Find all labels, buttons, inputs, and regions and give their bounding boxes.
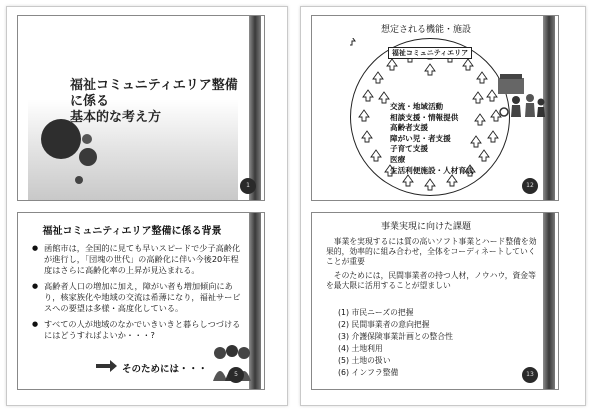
slide-functions xyxy=(311,15,559,201)
issue-item: (5) 土地の扱い xyxy=(338,356,391,365)
arrow-right-icon xyxy=(96,359,118,373)
function-item: 相談支援・情報提供 xyxy=(390,112,459,122)
document-page-left xyxy=(6,6,288,406)
decor-circle-small xyxy=(82,134,92,144)
slide-heading: 事業実現に向けた課題 xyxy=(380,222,471,232)
bullet-item: ● 高齢者人口の増加に加え，障がい者も増加傾向にあり，核家族化や地域の交流は希薄になり，福祉サービスへの要望は多様・高度化している。 xyxy=(32,281,244,314)
slide-heading: 福祉コミュニティエリア整備に係る背景 xyxy=(42,226,222,237)
decor-circle-medium xyxy=(79,148,97,166)
function-item: 障がい児・者支援 xyxy=(390,133,451,143)
slide-heading: 想定される機能・施設 xyxy=(380,25,471,35)
center-label: 福祉コミュニティエリア xyxy=(388,47,472,59)
paragraph: そのためには，民間事業者の持つ人材，ノウハウ，資金等を最大限に活用することが望ましい xyxy=(326,270,536,290)
slide-number: 1 xyxy=(240,178,256,194)
issue-item: (4) 土地利用 xyxy=(338,344,383,353)
function-item: 交流・地域活動 xyxy=(390,102,444,111)
slide-title xyxy=(17,15,265,201)
issue-item: (1) 市民ニーズの把握 xyxy=(338,308,414,317)
decor-circle-tiny xyxy=(75,176,83,184)
bullet-list xyxy=(32,243,244,346)
function-item: 生活利便施設・人材育成 xyxy=(390,165,474,175)
paragraph: 事業を実現するには質の高いソフト事業とハード整備を効果的，効率的に組み合わせ，全体をコーディネートしていくことが重要 xyxy=(326,237,537,267)
building-people-icon xyxy=(496,72,546,118)
slide-background xyxy=(17,212,265,390)
slide-title-line2: 基本的な考え方 xyxy=(70,110,162,125)
body-text xyxy=(326,237,542,291)
slide-title-line1: 福祉コミュニティエリア整備に係る xyxy=(70,78,238,109)
bullet-item: ● すべての人が地域のなかでいきいきと暮らしつづけるにはどうすればよいか・・・? xyxy=(32,319,244,341)
slide-side-bar xyxy=(543,213,555,389)
function-item: 子育て支援 xyxy=(390,144,428,154)
document-page-right xyxy=(300,6,586,406)
function-item: 医療 xyxy=(390,154,406,164)
slide-number: 12 xyxy=(522,178,538,194)
issue-list xyxy=(338,307,518,379)
issue-item: (2) 民間事業者の意向把握 xyxy=(338,320,430,329)
bullet-item: ● 函館市は，全国的に見ても早いスピードで少子高齢化が進行し，「団塊の世代」の高齢化に伴い今後20年程度はさらに高齢化率の上昇が見込まれる。 xyxy=(32,243,244,276)
slide-issues xyxy=(311,212,559,390)
slide-number: 13 xyxy=(522,367,538,383)
slide-number: 5 xyxy=(228,367,244,383)
issue-item: (6) インフラ整備 xyxy=(338,368,399,377)
function-list xyxy=(390,102,482,176)
slide-side-bar xyxy=(249,16,261,200)
issue-item: (3) 介護保険事業計画との整合性 xyxy=(338,332,453,341)
function-item: 高齢者支援 xyxy=(390,123,428,133)
conclusion-text: そのためには・・・ xyxy=(122,364,208,375)
